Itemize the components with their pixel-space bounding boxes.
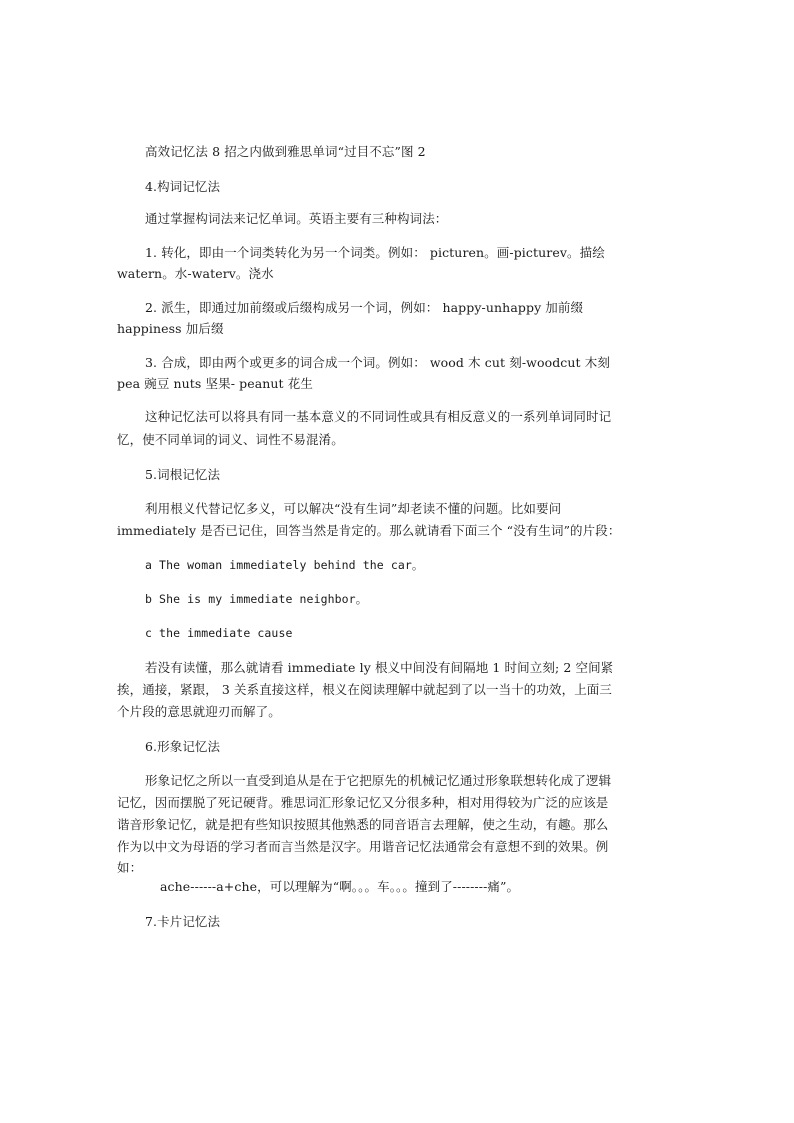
section-6-para-line-5: 如：	[117, 860, 143, 875]
section-4-item-2-line-1: 2. 派生，即通过加前缀或后缀构成另一个词，例如： happy-unhappy 加前缀	[145, 300, 584, 315]
section-5-example-c: c the immediate cause	[145, 626, 293, 640]
section-4-intro: 通过掌握构词法来记忆单词。英语主要有三种构词法：	[145, 211, 448, 226]
section-5-example-a: a The woman immediately behind the car。	[145, 558, 424, 572]
section-4-item-2-line-2: happiness 加后缀	[117, 321, 224, 336]
section-5-heading: 5.词根记忆法	[145, 467, 221, 482]
section-4-heading: 4.构词记忆法	[145, 179, 221, 194]
section-5-explain-line-1: 若没有读懂，那么就请看 immediate ly 根义中间没有间隔地 1 时间立刻; 2 空间紧	[145, 660, 614, 675]
section-4-item-1-line-1: 1. 转化，即由一个词类转化为另一个词类。例如： picturen。画-picturev。描绘	[145, 245, 605, 260]
section-4-item-3-line-1: 3. 合成，即由两个或更多的词合成一个词。例如： wood 木 cut 刻-woodcut 木刻	[145, 355, 610, 370]
section-5-para-line-2: immediately 是否已记住，回答当然是肯定的。那么就请看下面三个 “没有生词”的片段：	[117, 523, 621, 538]
document-title: 高效记忆法 8 招之内做到雅思单词“过目不忘”图 2	[145, 144, 426, 159]
section-7-heading: 7.卡片记忆法	[145, 914, 221, 929]
section-5-example-b: b She is my immediate neighbor。	[145, 592, 368, 606]
section-4-item-1-line-2: watern。水-waterv。浇水	[117, 266, 274, 281]
section-5-explain-line-2: 挨，通接，紧跟， 3 关系直接这样，根义在阅读理解中就起到了以一当十的功效，上面三	[117, 682, 613, 697]
section-6-heading: 6.形象记忆法	[145, 739, 221, 754]
section-5-para-line-1: 利用根义代替记忆多义，可以解决“没有生词”却老读不懂的问题。比如要问	[145, 501, 562, 516]
section-6-para-line-4: 作为以中文为母语的学习者而言当然是汉字。用谐音记忆法通常会有意想不到的效果。例	[117, 839, 609, 854]
section-5-explain-line-3: 个片段的意思就迎刃而解了。	[117, 704, 281, 719]
section-4-summary-line-2: 忆，使不同单词的词义、词性不易混淆。	[117, 432, 344, 447]
section-4-summary-line-1: 这种记忆法可以将具有同一基本意义的不同词性或具有相反意义的一系列单词同时记	[145, 409, 612, 424]
section-4-item-3-line-2: pea 豌豆 nuts 坚果- peanut 花生	[117, 376, 313, 391]
section-6-para-line-1: 形象记忆之所以一直受到追从是在于它把原先的机械记忆通过形象联想转化成了逻辑	[145, 773, 612, 788]
section-6-example: ache------a+che，可以理解为“啊。。。车。。。撞到了--------痛”。	[160, 879, 520, 894]
section-6-para-line-2: 记忆，因而摆脱了死记硬背。雅思词汇形象记忆又分很多种，相对用得较为广泛的应该是	[117, 795, 609, 810]
section-6-para-line-3: 谐音形象记忆，就是把有些知识按照其他熟悉的同音语言去理解，使之生动，有趣。那么	[117, 817, 609, 832]
